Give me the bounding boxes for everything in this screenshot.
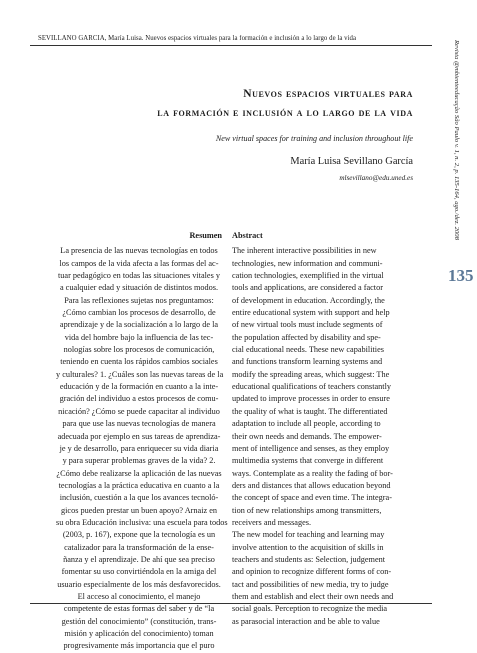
text-line: teniendo en cuenta los rápidos cambios sociales: [60, 357, 218, 367]
footer-rule: [30, 603, 432, 604]
text-line: educational qualifications of teachers constantly: [232, 382, 391, 392]
text-line: fomentar su uso convirtiéndola en la amiga del: [61, 567, 217, 577]
text-line: The new model for teaching and learning may: [232, 530, 385, 540]
text-line: y culturales? 1. ¿Cuáles son las nuevas tareas de la: [56, 369, 224, 379]
text-line: adaptation to include all people, according to: [232, 419, 381, 429]
text-line: los campos de la vida afecta a las formas del ac-: [59, 258, 219, 268]
text-line: teachers and students as: Selection, judgement: [232, 554, 386, 564]
title-line: Nuevos espacios virtuales para: [243, 88, 413, 100]
text-line: as parasocial interaction and be able to value: [232, 616, 380, 626]
text-line: El acceso al conocimiento, el manejo: [77, 591, 201, 601]
text-line: ñanza y el aprendizaje. De ahí que sea preciso: [63, 554, 215, 564]
text-line: nologías sobre los procesos de comunicación,: [63, 345, 215, 355]
text-line: para que use las nuevas tecnologías de manera: [62, 419, 216, 429]
text-line: su obra Educación inclusiva: una escuela para todos: [56, 517, 228, 527]
resumen-heading: Resumen: [189, 231, 222, 240]
text-line: social goals. Perception to recognize the media: [232, 604, 388, 614]
title-line: la formación e inclusión a lo largo de la vida: [157, 107, 413, 119]
text-line: gestión del conocimiento” (constitución, trans-: [61, 616, 217, 626]
running-head: SEVILLANO GARCÍA, María Luisa. Nuevos espacios virtuales para la formación e inclusión a lo largo de la vida: [38, 35, 357, 42]
text-line: tools and applications, are considered a factor: [232, 283, 383, 293]
text-line: educación y de la formación en cuanto a la inte-: [59, 382, 219, 392]
author-email: mlsevillano@edu.uned.es: [339, 174, 413, 182]
article-title: [157, 85, 413, 123]
text-line: them and establish and elect their own needs and: [232, 591, 394, 601]
text-line: of new virtual tools must include segments of: [232, 320, 383, 330]
text-line: catalizador para la transformación de la ense-: [64, 542, 214, 552]
text-line: updated to improve processes in order to ensure: [232, 394, 390, 404]
text-line: ¿Cómo debe realizarse la aplicación de las nuevas: [56, 468, 222, 478]
text-line: cial educational needs. These new capabilities: [232, 345, 384, 355]
header-rule: [30, 45, 432, 46]
text-line: vida del hombre bajo la influencia de las tec-: [64, 332, 214, 342]
text-line: and functions transform learning systems and: [232, 357, 383, 367]
author-name: María Luisa Sevillano García: [290, 156, 413, 167]
text-line: competente de estas formas del saber y de “la: [63, 604, 215, 614]
text-line: and opinion to recognize different forms of con-: [232, 567, 392, 577]
text-line: The inherent interactive possibilities in new: [232, 246, 377, 256]
text-line: tact and possibilities of new media, try to judge: [232, 579, 389, 589]
text-line: cation technologies, exemplified in the virtual: [232, 271, 384, 281]
text-line: entire educational system with support and help: [232, 308, 390, 318]
english-subtitle: New virtual spaces for training and inclusion throughout life: [215, 134, 413, 143]
text-line: progresivamente más importancia que el puro: [63, 641, 215, 651]
text-line: tuar pedagógico en todas las situaciones vitales y: [58, 271, 220, 281]
text-line: gración del individuo a estos procesos de comu-: [59, 394, 219, 404]
text-line: tecnologías a la práctica educativa en cuanto a la: [58, 480, 220, 490]
journal-reference: Revista @mbienteeducação São Paulo v. 1, n. 2, p. 135-164, ago./dez. 2008: [453, 40, 460, 240]
text-line: nicación? ¿Cómo se puede capacitar al individuo: [58, 406, 220, 416]
text-line: modify the spreading areas, which suggest: The: [232, 369, 390, 379]
text-line: ment of intelligence and senses, as they employ: [232, 443, 390, 453]
text-line: tion of new relationships among transmitters,: [232, 505, 382, 515]
text-line: ¿Cómo cambian los procesos de desarrollo, de: [62, 308, 216, 318]
text-line: the concept of space and even time. The integra-: [232, 493, 392, 503]
text-line: Para las reflexiones sujetas nos preguntamos:: [64, 295, 214, 305]
resumen-text: [56, 245, 228, 652]
text-line: receivers and messages.: [232, 517, 312, 527]
page-number: 135: [448, 266, 474, 285]
text-line: multimedia systems that converge in different: [232, 456, 384, 466]
text-line: ders and distances that allows education beyond: [232, 480, 391, 490]
text-line: (2003, p. 167), expone que la tecnología es un: [62, 530, 216, 540]
abstract-heading: Abstract: [232, 231, 263, 240]
text-line: adecuada por ejemplo en sus tareas de aprendiza-: [57, 431, 221, 441]
resumen-column: [56, 230, 228, 653]
text-line: misión y aplicación del conocimiento) toman: [64, 629, 214, 638]
text-line: their own needs and demands. The empower-: [232, 431, 382, 441]
text-line: a cualquier edad y situación de distintos modos.: [59, 283, 219, 293]
text-line: ways. Contemplate as a reality the fading of bor-: [232, 468, 393, 478]
text-line: gicos pueden prestar un buen apoyo? Arnaiz en: [60, 505, 217, 515]
text-line: the quality of what is taught. The differentiated: [232, 406, 388, 416]
abstract-column: [232, 230, 402, 628]
text-line: the population affected by disability and spe-: [232, 332, 381, 342]
text-line: of development in education. Accordingly, the: [232, 295, 385, 305]
abstract-text: [232, 245, 402, 628]
text-line: La presencia de las nuevas tecnologías en todos: [60, 246, 218, 256]
text-line: usuario especialmente de los más desfavorecidos.: [57, 579, 221, 589]
text-line: je y de desarrollo, para enriquecer su vida diaria: [59, 443, 219, 453]
text-line: y para superar problemas graves de la vida? 2.: [62, 456, 216, 466]
text-line: involve attention to the acquisition of skills in: [232, 542, 384, 552]
text-line: inclusión, cuestión a la que los avances tecnoló-: [59, 493, 219, 503]
text-line: technologies, new information and communi-: [232, 258, 383, 268]
text-line: aprendizaje y de la socialización a lo largo de la: [59, 320, 219, 330]
